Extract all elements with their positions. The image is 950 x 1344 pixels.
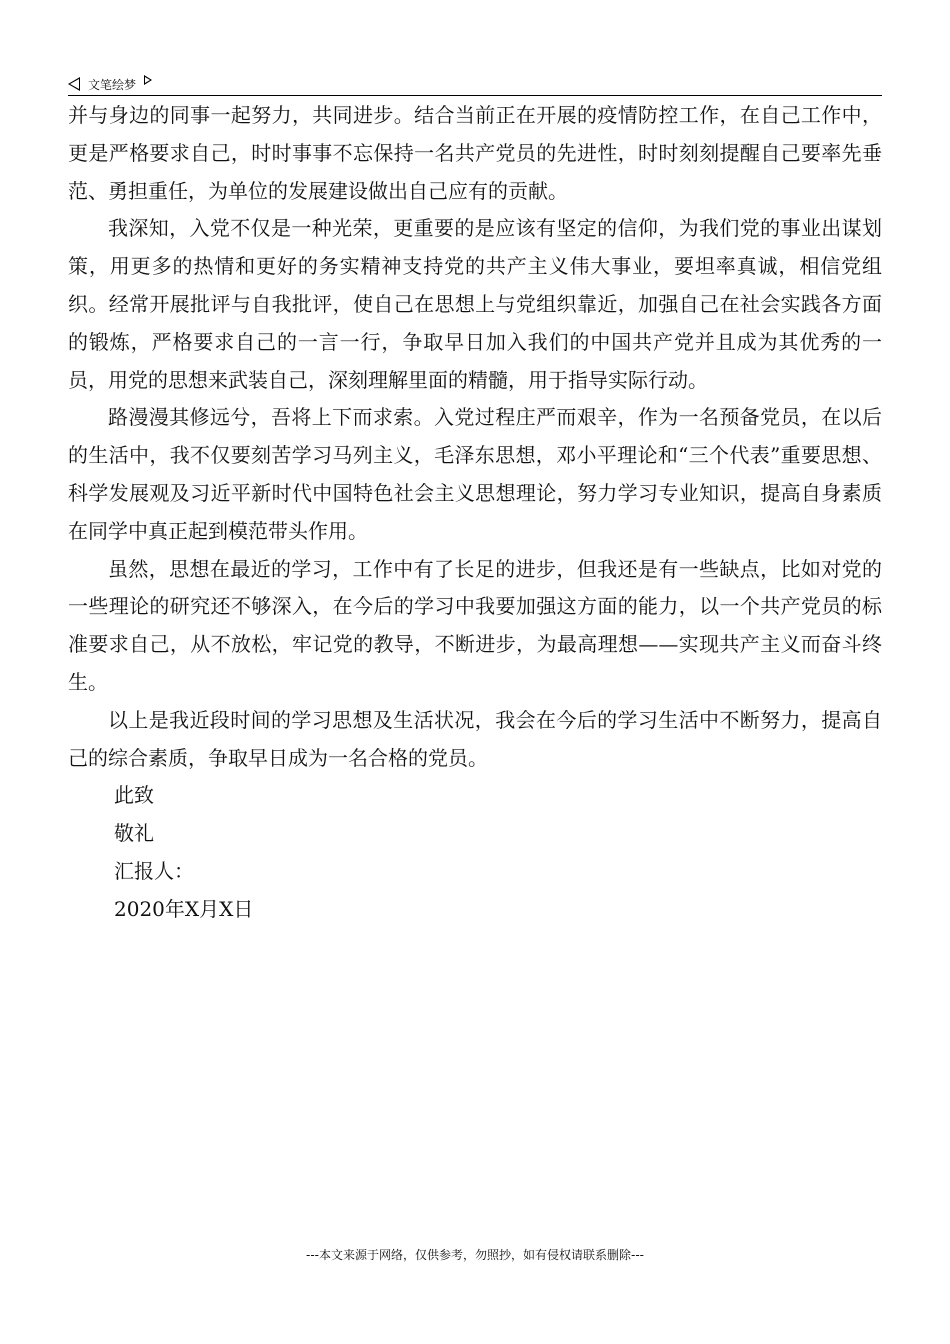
right-triangle-icon [144, 75, 152, 85]
closing-salutation-2: 敬礼 [114, 821, 154, 846]
closing-salutation-1: 此致 [114, 783, 154, 808]
left-triangle-icon [68, 77, 80, 91]
header-title: 文笔绘梦 [88, 77, 137, 92]
page-header [68, 73, 882, 96]
paragraph: 以上是我近段时间的学习思想及生活状况，我会在今后的学习生活中不断努力，提高自己的综合素质，争取早日成为一名合格的党员。 [68, 707, 882, 770]
paragraph: 路漫漫其修远兮，吾将上下而求索。入党过程庄严而艰辛，作为一名预备党员，在以后的生活中，我不仅要刻苦学习马列主义，毛泽东思想，邓小平理论和“三个代表”重要思想、科学发展观及习近平新时代中国特色社会主义思想理论，努力学习专业知识，提高自身素质在同学中真正起到模范带头作用。 [68, 405, 882, 543]
paragraph: 虽然，思想在最近的学习，工作中有了长足的进步，但我还是有一些缺点，比如对党的一些理论的研究还不够深入，在今后的学习中我要加强这方面的能力，以一个共产党员的标准要求自己，从不放松，牢记党的教导，不断进步，为最高理想——实现共产主义而奋斗终生。 [68, 556, 882, 694]
paragraph: 我深知，入党不仅是一种光荣，更重要的是应该有坚定的信仰，为我们党的事业出谋划策，用更多的热情和更好的务实精神支持党的共产主义伟大事业，要坦率真诚，相信党组织。经常开展批评与自我批评，使自己在思想上与党组织靠近，加强自己在社会实践各方面的锻炼，严格要求自己的一言一行，争取早日加入我们的中国共产党并且成为其优秀的一员，用党的思想来武装自己，深刻理解里面的精髓，用于指导实际行动。 [68, 216, 882, 392]
report-date: 2020年X月X日 [114, 896, 254, 921]
document-body [68, 97, 882, 929]
paragraph-continued: 并与身边的同事一起努力，共同进步。结合当前正在开展的疫情防控工作，在自己工作中，更是严格要求自己，时时事事不忘保持一名共产党员的先进性，时时刻刻提醒自己要率先垂范、勇担重任，为单位的发展建设做出自己应有的贡献。 [68, 103, 882, 203]
footer-disclaimer: ---本文来源于网络，仅供参考，勿照抄，如有侵权请联系删除--- [306, 1248, 644, 1262]
reporter-label: 汇报人： [114, 858, 194, 883]
